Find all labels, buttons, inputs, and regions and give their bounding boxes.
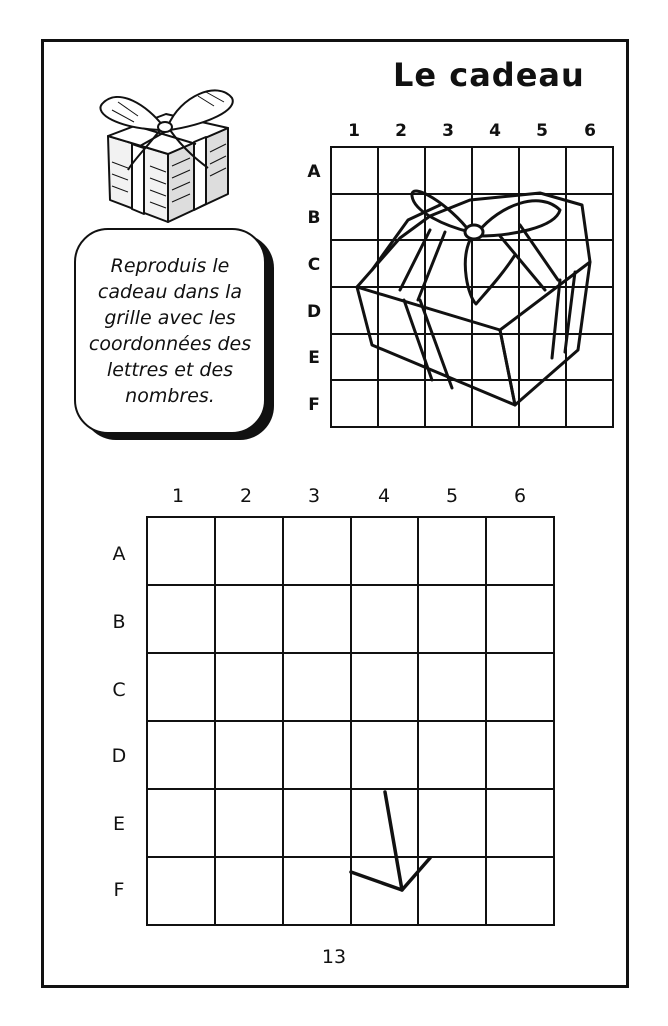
small-col-label: 1 — [348, 121, 360, 141]
instructions-text: Reproduis le cadeau dans la grille avec les coordonnées des lettres et des nombres. — [88, 255, 252, 407]
small-row-label: C — [307, 255, 321, 275]
large-col-label: 3 — [307, 485, 321, 507]
large-col-label: 6 — [513, 485, 527, 507]
small-row-label: B — [307, 208, 321, 228]
small-row-label: A — [307, 162, 321, 182]
large-row-label: E — [112, 813, 125, 835]
small-col-label: 6 — [584, 121, 596, 141]
small-col-label: 2 — [395, 121, 407, 141]
large-col-label: 5 — [445, 485, 459, 507]
large-row-label: B — [112, 611, 126, 633]
large-col-label: 1 — [171, 485, 185, 507]
small-row-label: F — [308, 395, 320, 415]
page-number: 13 — [321, 946, 347, 968]
small-col-label: 3 — [442, 121, 454, 141]
large-row-label: A — [112, 543, 126, 565]
small-row-label: E — [308, 348, 320, 368]
small-col-label: 5 — [536, 121, 548, 141]
page-title: Le cadeau — [393, 56, 585, 94]
small-col-label: 4 — [489, 121, 501, 141]
small-row-label: D — [306, 302, 322, 322]
large-row-label: F — [113, 879, 125, 901]
large-row-label: C — [112, 679, 126, 701]
large-col-label: 4 — [377, 485, 391, 507]
large-col-label: 2 — [239, 485, 253, 507]
large-row-label: D — [111, 745, 127, 767]
